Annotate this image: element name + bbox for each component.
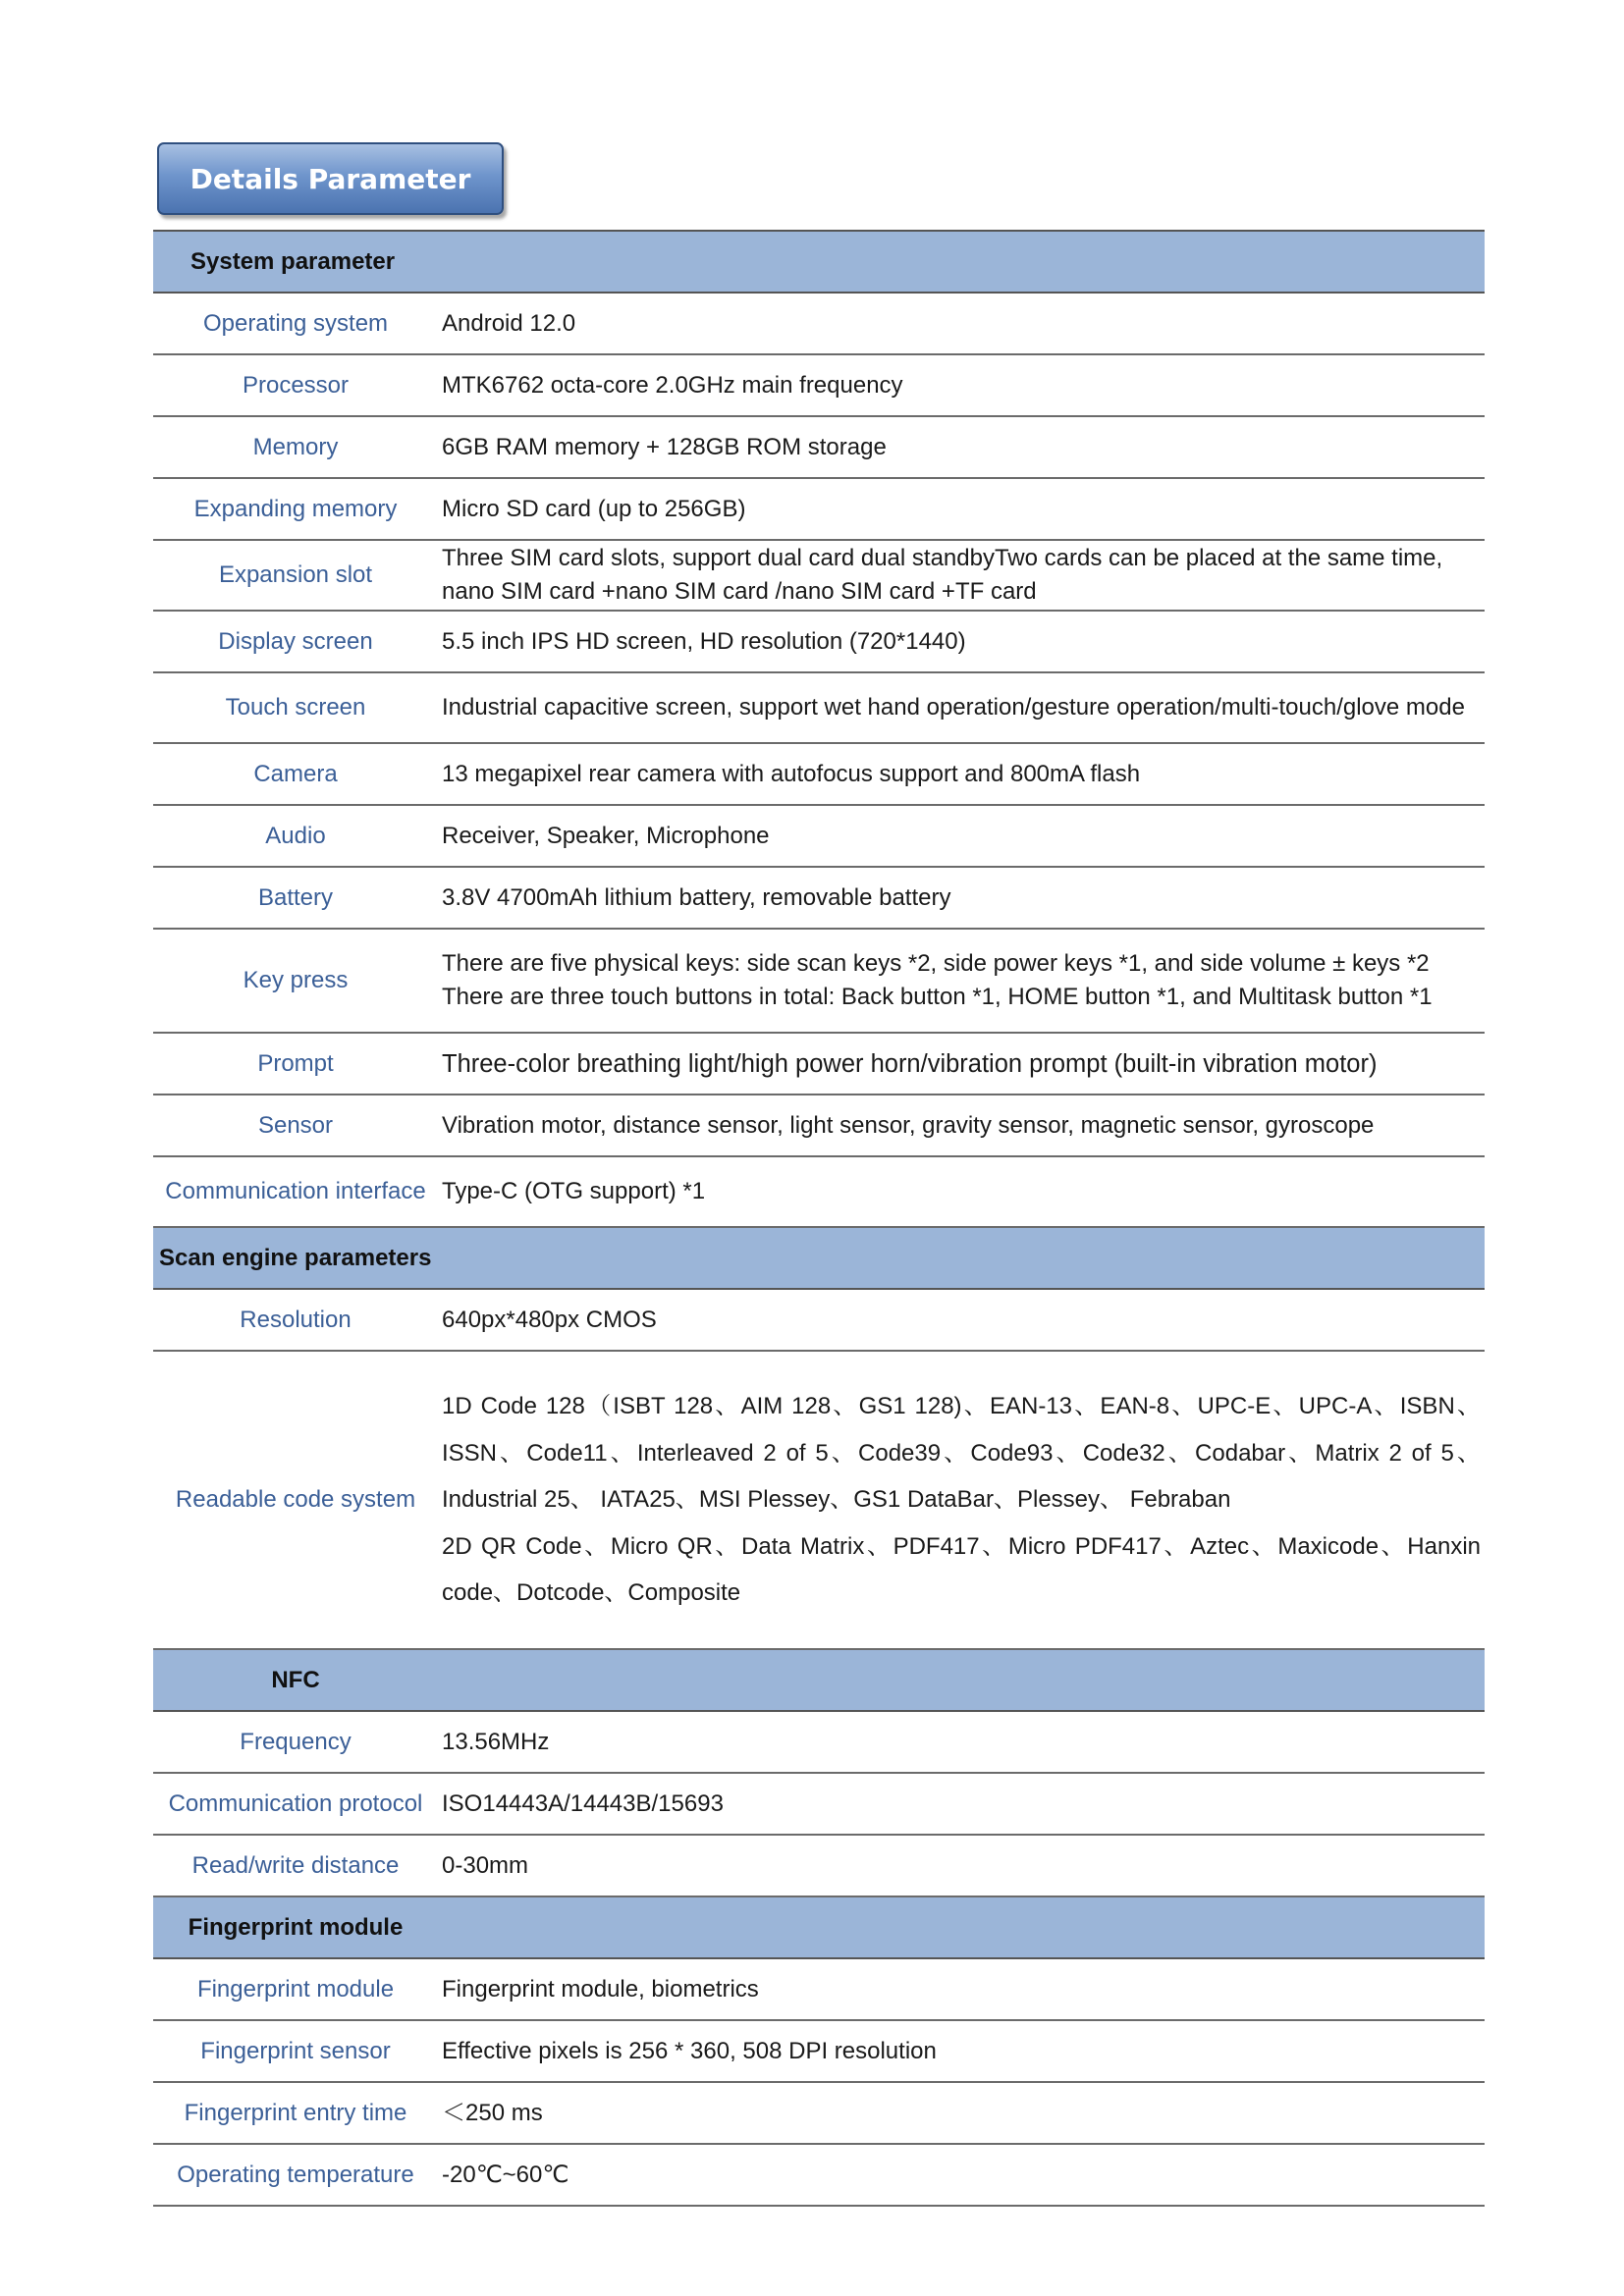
- row-value: Receiver, Speaker, Microphone: [438, 805, 1485, 867]
- row-label: Sensor: [153, 1095, 438, 1156]
- row-value: MTK6762 octa-core 2.0GHz main frequency: [438, 354, 1485, 416]
- section-header-scan: [153, 1227, 1485, 1289]
- section-title: Scan engine parameters: [153, 1227, 1485, 1289]
- row-label: Fingerprint module: [153, 1958, 438, 2020]
- table-row: [153, 743, 1485, 805]
- table-row: [153, 2020, 1485, 2082]
- row-value: Three-color breathing light/high power horn/vibration prompt (built-in vibration motor): [438, 1033, 1485, 1095]
- row-label: Expanding memory: [153, 478, 438, 540]
- row-label: Memory: [153, 416, 438, 478]
- table-row: [153, 416, 1485, 478]
- row-label: Key press: [153, 929, 438, 1033]
- table-row: [153, 293, 1485, 354]
- row-value: ISO14443A/14443B/15693: [438, 1773, 1485, 1835]
- row-label: Readable code system: [153, 1351, 438, 1649]
- row-label: Prompt: [153, 1033, 438, 1095]
- row-label: Communication protocol: [153, 1773, 438, 1835]
- row-value: Industrial capacitive screen, support wet hand operation/gesture operation/multi-touch/glove mode: [438, 672, 1485, 743]
- row-value: [438, 1351, 1485, 1649]
- row-value: 13 megapixel rear camera with autofocus support and 800mA flash: [438, 743, 1485, 805]
- row-label: Fingerprint sensor: [153, 2020, 438, 2082]
- table-row: [153, 867, 1485, 929]
- row-label: Display screen: [153, 611, 438, 672]
- spec-table: [153, 230, 1485, 2207]
- section-header-nfc: [153, 1649, 1485, 1711]
- row-label: Fingerprint entry time: [153, 2082, 438, 2144]
- row-value: [438, 929, 1485, 1033]
- row-value: 0-30mm: [438, 1835, 1485, 1896]
- section-header-fingerprint: [153, 1896, 1485, 1958]
- table-row: [153, 1033, 1485, 1095]
- table-row: [153, 354, 1485, 416]
- value-line: 2D QR Code、Micro QR、Data Matrix、PDF417、Micro PDF417、Aztec、Maxicode、Hanxin code、Dotcode、Composite: [442, 1532, 1481, 1607]
- details-parameter-title: Details Parameter: [157, 142, 504, 215]
- value-line: 1D Code 128（ISBT 128、AIM 128、GS1 128)、EAN-13、EAN-8、UPC-E、UPC-A、ISBN、ISSN、Code11、Interleaved 2 of 5、Code39、Code93、Code32、Codabar、Matrix 2 of 5、Industrial 25、 IATA25、MSI Plessey、GS1 DataBar、Plessey、 Febraban: [442, 1393, 1481, 1514]
- section-filler: [438, 1896, 1485, 1958]
- section-filler: [438, 1649, 1485, 1711]
- table-row: [153, 1773, 1485, 1835]
- row-label: Read/write distance: [153, 1835, 438, 1896]
- row-value: 13.56MHz: [438, 1711, 1485, 1773]
- row-value: Vibration motor, distance sensor, light sensor, gravity sensor, magnetic sensor, gyroscope: [438, 1095, 1485, 1156]
- row-label: Processor: [153, 354, 438, 416]
- row-value: Effective pixels is 256 * 360, 508 DPI resolution: [438, 2020, 1485, 2082]
- row-value: -20℃~60℃: [438, 2144, 1485, 2206]
- value-line: There are three touch buttons in total: Back button *1, HOME button *1, and Multitask button *1: [442, 984, 1433, 1010]
- row-label: Communication interface: [153, 1156, 438, 1227]
- row-value: Type-C (OTG support) *1: [438, 1156, 1485, 1227]
- row-value: Fingerprint module, biometrics: [438, 1958, 1485, 2020]
- table-row: [153, 805, 1485, 867]
- table-row: [153, 1095, 1485, 1156]
- table-row: [153, 1711, 1485, 1773]
- table-row: [153, 672, 1485, 743]
- row-label: Touch screen: [153, 672, 438, 743]
- table-row: [153, 478, 1485, 540]
- row-label: Operating system: [153, 293, 438, 354]
- table-row: [153, 2082, 1485, 2144]
- table-row: [153, 2144, 1485, 2206]
- row-value: 6GB RAM memory + 128GB ROM storage: [438, 416, 1485, 478]
- row-value: Three SIM card slots, support dual card dual standbyTwo cards can be placed at the same time, nano SIM card +nano SIM card /nano SIM card +TF card: [438, 540, 1485, 611]
- row-label: Resolution: [153, 1289, 438, 1351]
- table-row: [153, 1835, 1485, 1896]
- value-line: There are five physical keys: side scan keys *2, side power keys *1, and side volume ± keys *2: [442, 950, 1430, 977]
- table-row: [153, 1958, 1485, 2020]
- table-row: [153, 1156, 1485, 1227]
- section-title: Fingerprint module: [153, 1896, 438, 1958]
- row-value: 640px*480px CMOS: [438, 1289, 1485, 1351]
- row-value: Micro SD card (up to 256GB): [438, 478, 1485, 540]
- row-value: 5.5 inch IPS HD screen, HD resolution (720*1440): [438, 611, 1485, 672]
- table-row: [153, 929, 1485, 1033]
- row-label: Battery: [153, 867, 438, 929]
- row-label: Frequency: [153, 1711, 438, 1773]
- table-row: [153, 611, 1485, 672]
- row-label: Expansion slot: [153, 540, 438, 611]
- row-value: Android 12.0: [438, 293, 1485, 354]
- table-row: [153, 540, 1485, 611]
- section-title: NFC: [153, 1649, 438, 1711]
- section-title: System parameter: [153, 231, 1485, 293]
- table-row: [153, 1351, 1485, 1649]
- row-label: Operating temperature: [153, 2144, 438, 2206]
- row-label: Camera: [153, 743, 438, 805]
- row-value: ＜250 ms: [438, 2082, 1485, 2144]
- table-row: [153, 1289, 1485, 1351]
- row-label: Audio: [153, 805, 438, 867]
- row-value: 3.8V 4700mAh lithium battery, removable battery: [438, 867, 1485, 929]
- section-header-system: [153, 231, 1485, 293]
